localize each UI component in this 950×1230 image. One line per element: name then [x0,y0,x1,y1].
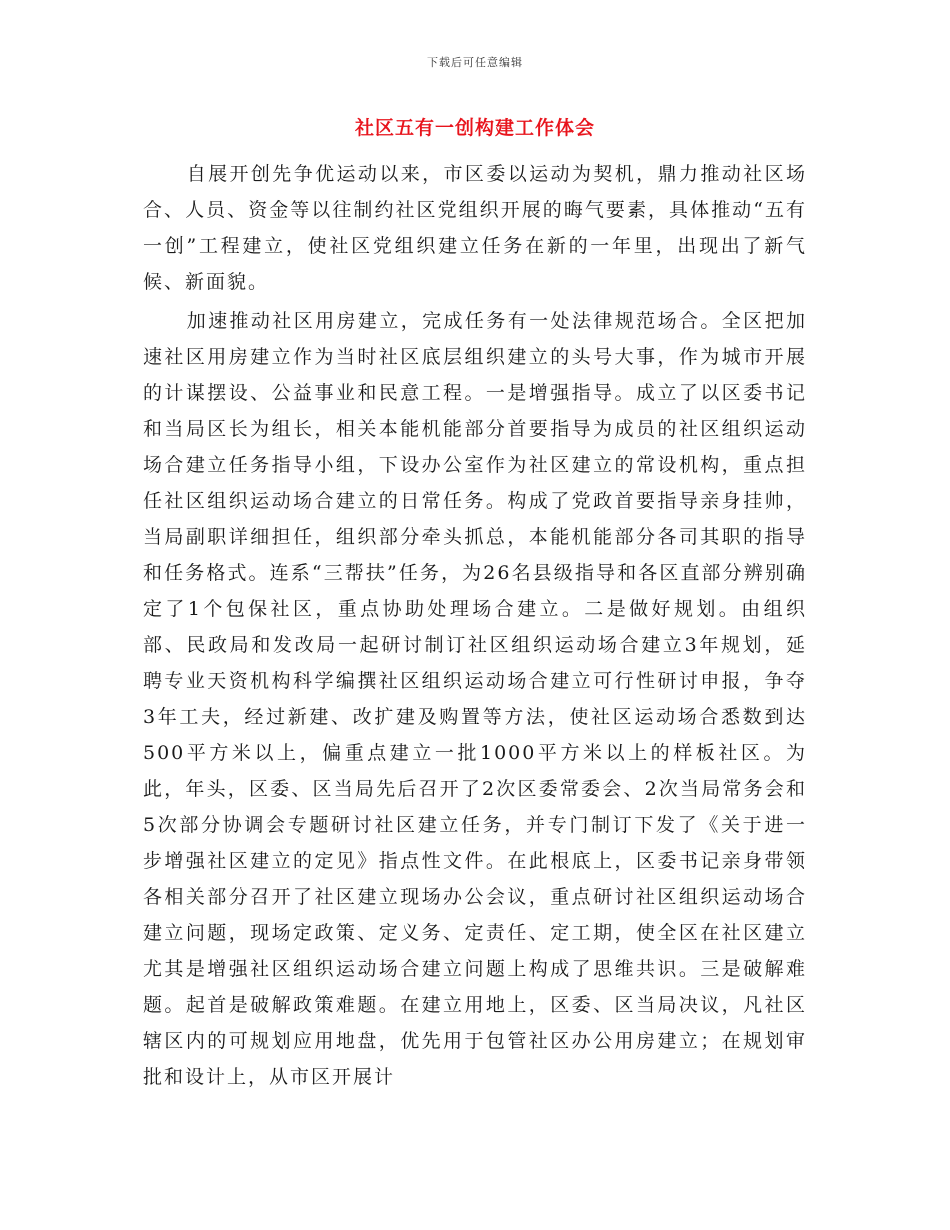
paragraph-2: 加速推动社区用房建立，完成任务有一处法律规范场合。全区把加速社区用房建立作为当时社区底层组织建立的头号大事，作为城市开展的计谋摆设、公益事业和民意工程。一是增强指导。成立了以区委书记和当局区长为组长，相关本能机能部分首要指导为成员的社区组织运动场合建立任务指导小组，下设办公室作为社区建立的常设机构，重点担任社区组织运动场合建立的日常任务。构成了党政首要指导亲身挂帅，当局副职详细担任，组织部分牵头抓总，本能机能部分各司其职的指导和任务格式。连系“三帮扶”任务，为26名县级指导和各区直部分辨别确定了1个包保社区，重点协助处理场合建立。二是做好规划。由组织部、民政局和发改局一起研讨制订社区组织运动场合建立3年规划，延聘专业天资机构科学编撰社区组织运动场合建立可行性研讨申报，争夺3年工夫，经过新建、改扩建及购置等方法，使社区运动场合悉数到达500平方米以上，偏重点建立一批1000平方米以上的样板社区。为此，年头，区委、区当局先后召开了2次区委常委会、2次当局常务会和5次部分协调会专题研讨社区建立任务，并专门制订下发了《关于进一步增强社区建立的定见》指点性文件。在此根底上，区委书记亲身带领各相关部分召开了社区建立现场办公会议，重点研讨社区组织运动场合建立问题，现场定政策、定义务、定责任、定工期，使全区在社区建立尤其是增强社区组织运动场合建立问题上构成了思维共识。三是破解难题。起首是破解政策难题。在建立用地上，区委、区当局决议，凡社区辖区内的可规划应用地盘，优先用于包管社区办公用房建立；在规划审批和设计上，从市区开展计 [143,310,807,1088]
document-body [143,156,807,1095]
document-title: 社区五有一创构建工作体会 [354,117,595,139]
paragraph-1: 自展开创先争优运动以来，市区委以运动为契机，鼎力推动社区场合、人员、资金等以往制约社区党组织开展的晦气要素，具体推动“五有一创”工程建立，使社区党组织建立任务在新的一年里，出现出了新气候、新面貌。 [143,163,807,293]
header-note: 下载后可任意编辑 [427,56,523,69]
